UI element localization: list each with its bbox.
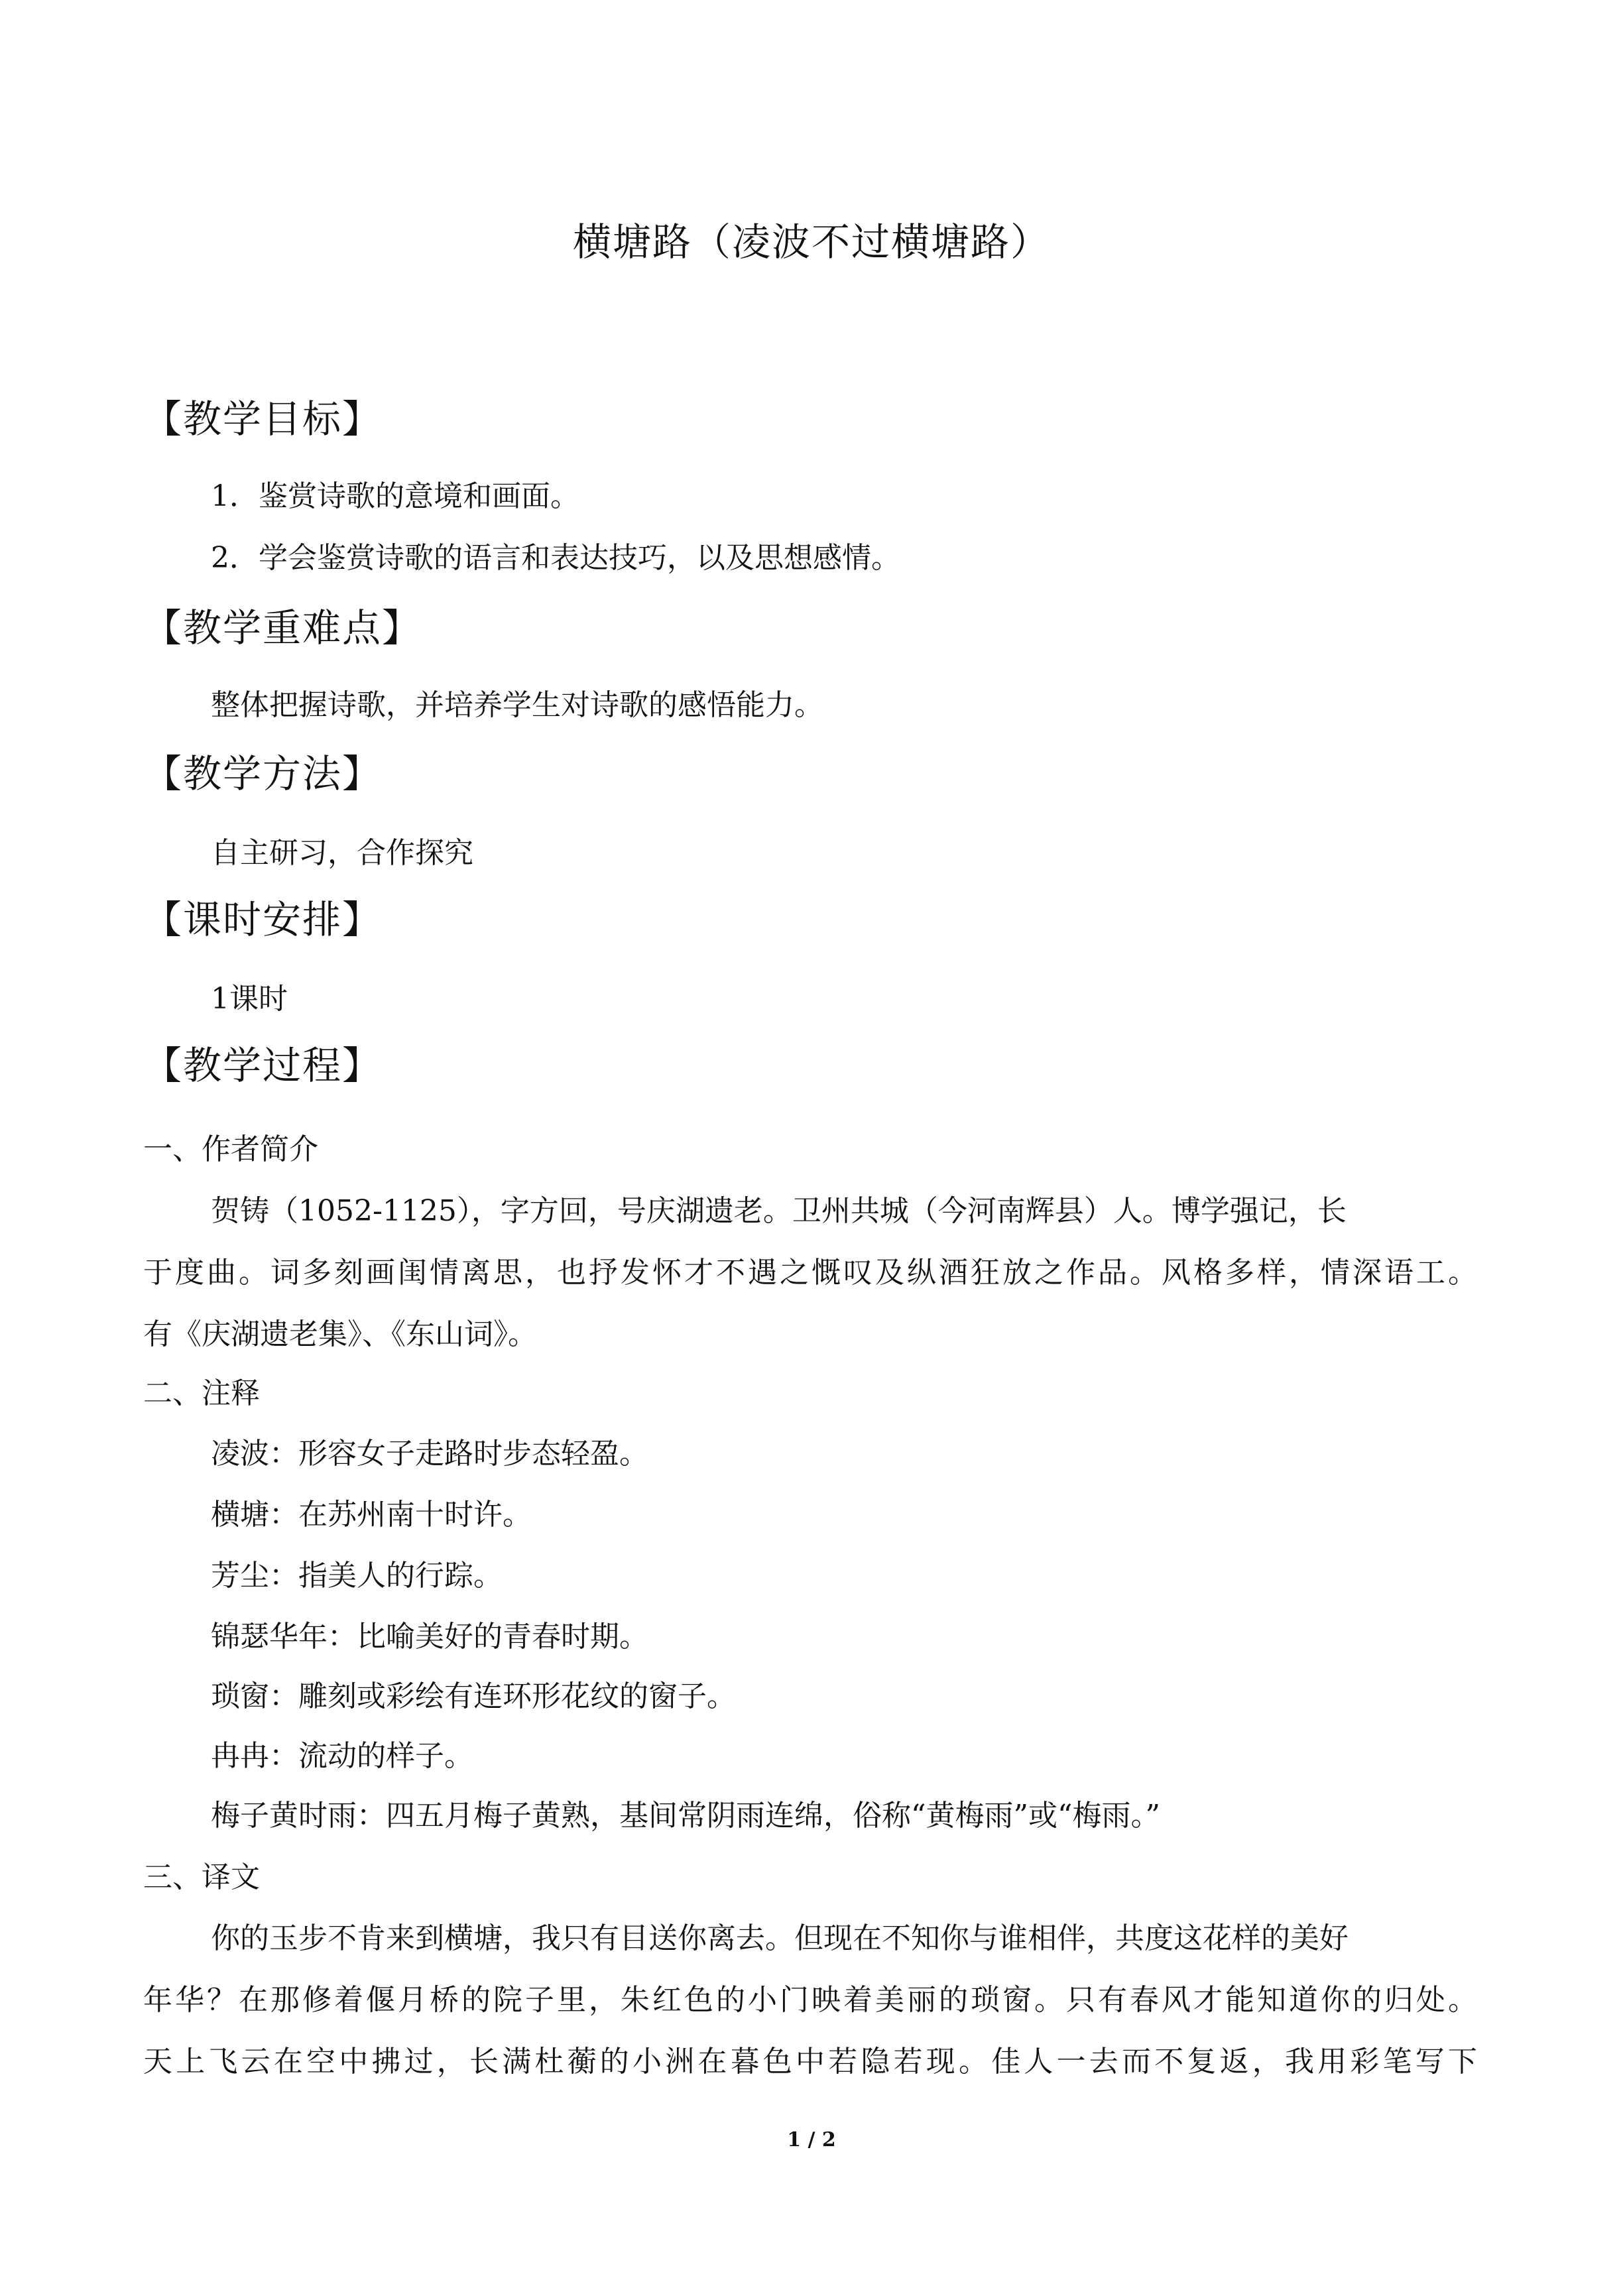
section-title-translation: 三、译文 [143, 1860, 260, 1894]
translation-line: 你的玉步不肯来到横塘，我只有目送你离去。但现在不知你与谁相伴，共度这花样的美好 [211, 1921, 1349, 1955]
author-line: 贺铸（1052-1125），字方回，号庆湖遗老。卫州共城（今河南辉县）人。博学强记，长 [211, 1194, 1347, 1228]
objective-item: 2．学会鉴赏诗歌的语言和表达技巧，以及思想感情。 [211, 541, 900, 575]
key-points-text: 整体把握诗歌，并培养学生对诗歌的感悟能力。 [211, 688, 823, 722]
note-item: 琐窗：雕刻或彩绘有连环形花纹的窗子。 [211, 1679, 736, 1713]
heading-key-points: 【教学重难点】 [143, 605, 422, 650]
translation-line: 年华？在那修着偃月桥的院子里，朱红色的小门映着美丽的琐窗。只有春风才能知道你的归处。 [143, 1983, 1477, 2017]
page-number: 1 / 2 [787, 2128, 836, 2151]
note-item: 凌波：形容女子走路时步态轻盈。 [211, 1437, 648, 1471]
note-item: 梅子黄时雨：四五月梅子黄熟，基间常阴雨连绵，俗称“黄梅雨”或“梅雨。” [211, 1799, 1160, 1833]
heading-methods: 【教学方法】 [143, 751, 383, 796]
heading-process: 【教学过程】 [143, 1043, 383, 1088]
author-line: 于度曲。词多刻画闺情离思，也抒发怀才不遇之慨叹及纵酒狂放之作品。风格多样，情深语工。 [143, 1256, 1477, 1290]
objective-item: 1．鉴赏诗歌的意境和画面。 [211, 479, 579, 513]
note-item: 锦瑟华年：比喻美好的青春时期。 [211, 1620, 648, 1654]
document-title: 横塘路（凌波不过横塘路） [572, 219, 1050, 265]
note-item: 冉冉：流动的样子。 [211, 1739, 473, 1773]
section-title-author: 一、作者简介 [143, 1132, 318, 1166]
schedule-text: 1课时 [211, 982, 288, 1016]
note-item: 芳尘：指美人的行踪。 [211, 1559, 503, 1593]
note-item: 横塘：在苏州南十时许。 [211, 1498, 532, 1532]
heading-schedule: 【课时安排】 [143, 897, 383, 942]
author-line: 有《庆湖遗老集》、《东山词》。 [143, 1317, 537, 1351]
translation-line: 天上飞云在空中拂过，长满杜蘅的小洲在暮色中若隐若现。佳人一去而不复返，我用彩笔写下 [143, 2045, 1477, 2079]
section-title-notes: 二、注释 [143, 1376, 260, 1410]
heading-objectives: 【教学目标】 [143, 396, 383, 442]
methods-text: 自主研习，合作探究 [211, 836, 473, 870]
